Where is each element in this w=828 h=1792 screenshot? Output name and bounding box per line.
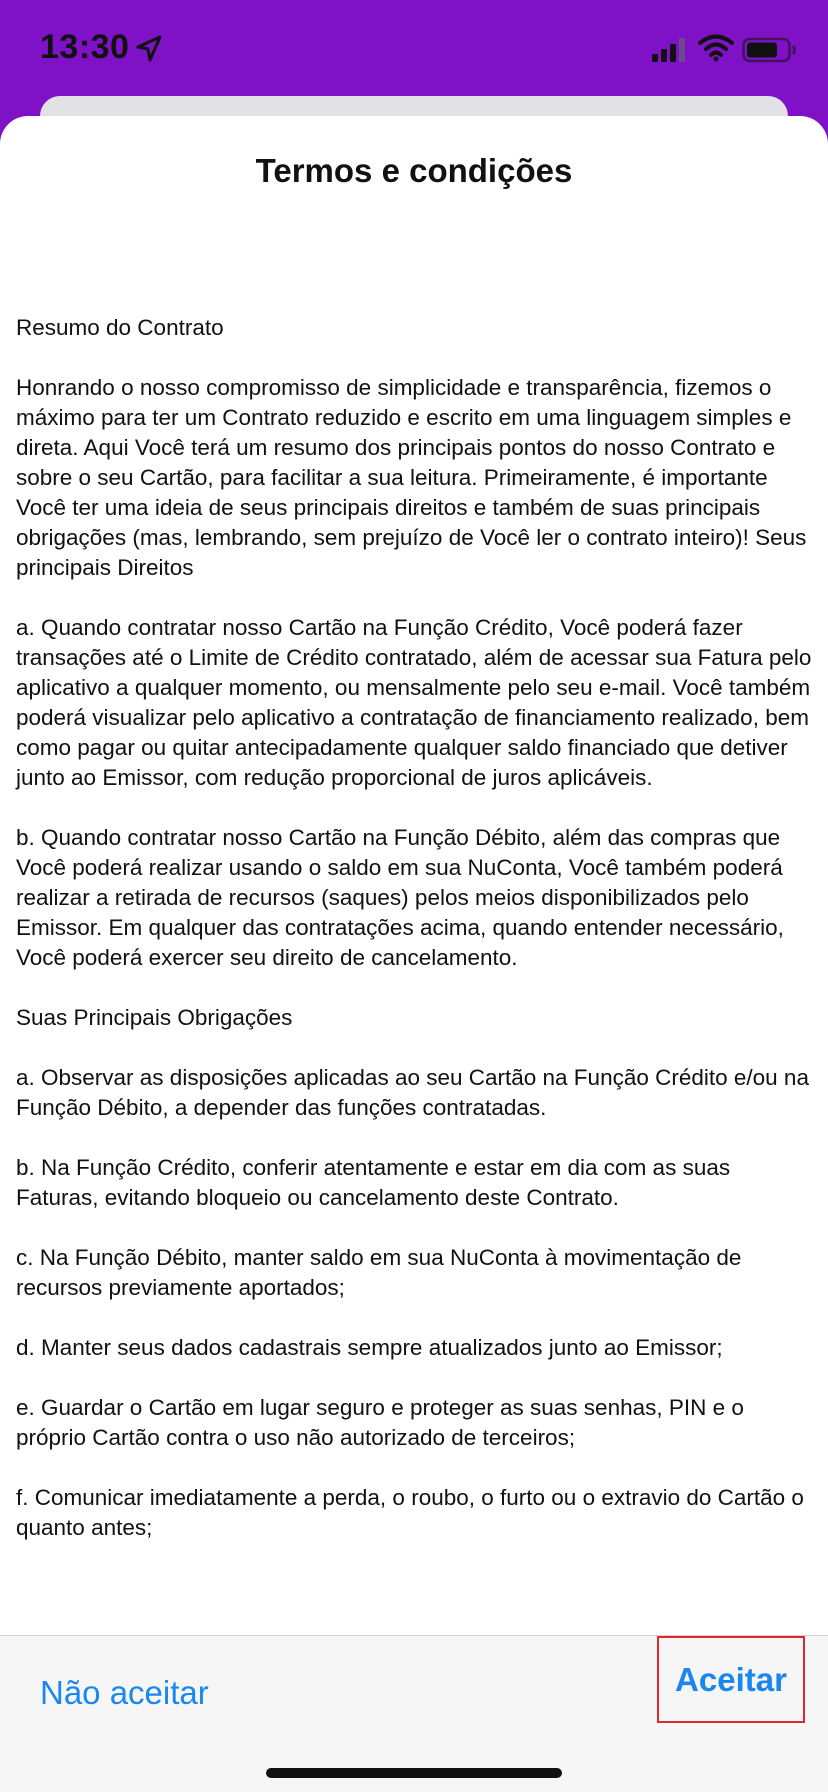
- home-indicator[interactable]: [266, 1768, 562, 1778]
- terms-paragraph: b. Quando contratar nosso Cartão na Função Débito, além das compras que Você poderá realizar usando o saldo em sua NuConta, Você também poderá realizar a retirada de recursos (saques) pelos meios disponibilizados pelo Emissor. Em qualquer das contratações acima, quando entender necessário, Você poderá exercer seu direito de cancelamento.: [16, 825, 784, 970]
- terms-paragraph: Honrando o nosso compromisso de simplicidade e transparência, fizemos o máximo para ter um Contrato reduzido e escrito em uma linguagem simples e direta. Aqui Você terá um resumo dos principais pontos do nosso Contrato e sobre o seu Cartão, para facilitar a sua leitura. Primeiramente, é importante Você ter uma ideia de seus principais direitos e também de suas principais obrigações (mas, lembrando, sem prejuízo de Você ler o contrato inteiro)! Seus principais Direitos: [16, 375, 807, 580]
- decline-button[interactable]: Não aceitar: [40, 1674, 209, 1711]
- terms-paragraph: c. Na Função Débito, manter saldo em sua NuConta à movimentação de recursos previamente aportados;: [16, 1245, 742, 1300]
- accept-button[interactable]: Aceitar: [657, 1636, 805, 1723]
- terms-paragraph: a. Quando contratar nosso Cartão na Função Crédito, Você poderá fazer transações até o Limite de Crédito contratado, além de acessar sua Fatura pelo aplicativo a qualquer momento, ou mensalmente pelo seu e-mail. Você também poderá visualizar pelo aplicativo a contratação de financiamento realizado, bem como pagar ou quitar antecipadamente qualquer saldo financiado que detiver junto ao Emissor, com redução proporcional de juros aplicáveis.: [16, 615, 812, 790]
- terms-paragraph: e. Guardar o Cartão em lugar seguro e proteger as suas senhas, PIN e o próprio Cartão contra o uso não autorizado de terceiros;: [16, 1395, 744, 1450]
- terms-paragraph: a. Observar as disposições aplicadas ao seu Cartão na Função Crédito e/ou na Função Débito, a depender das funções contratadas.: [16, 1065, 809, 1120]
- wifi-icon: [698, 34, 734, 62]
- page-title: Termos e condições: [255, 152, 573, 189]
- location-arrow-icon: [134, 34, 164, 64]
- terms-heading-summary: Resumo do Contrato: [16, 315, 224, 340]
- status-bar: [0, 0, 828, 100]
- terms-paragraph: b. Na Função Crédito, conferir atentamente e estar em dia com as suas Faturas, evitando bloqueio ou cancelamento deste Contrato.: [16, 1155, 731, 1210]
- cellular-signal-icon: [652, 38, 688, 62]
- action-footer: [0, 1635, 828, 1792]
- terms-paragraph: d. Manter seus dados cadastrais sempre atualizados junto ao Emissor;: [16, 1335, 723, 1360]
- terms-sheet[interactable]: [0, 116, 828, 1792]
- terms-content[interactable]: [16, 313, 816, 1573]
- terms-paragraph: f. Comunicar imediatamente a perda, o roubo, o furto ou o extravio do Cartão o quanto antes;: [16, 1485, 804, 1540]
- battery-icon: [742, 36, 798, 64]
- terms-heading-obligations: Suas Principais Obrigações: [16, 1005, 293, 1030]
- status-time: 13:30: [40, 28, 130, 66]
